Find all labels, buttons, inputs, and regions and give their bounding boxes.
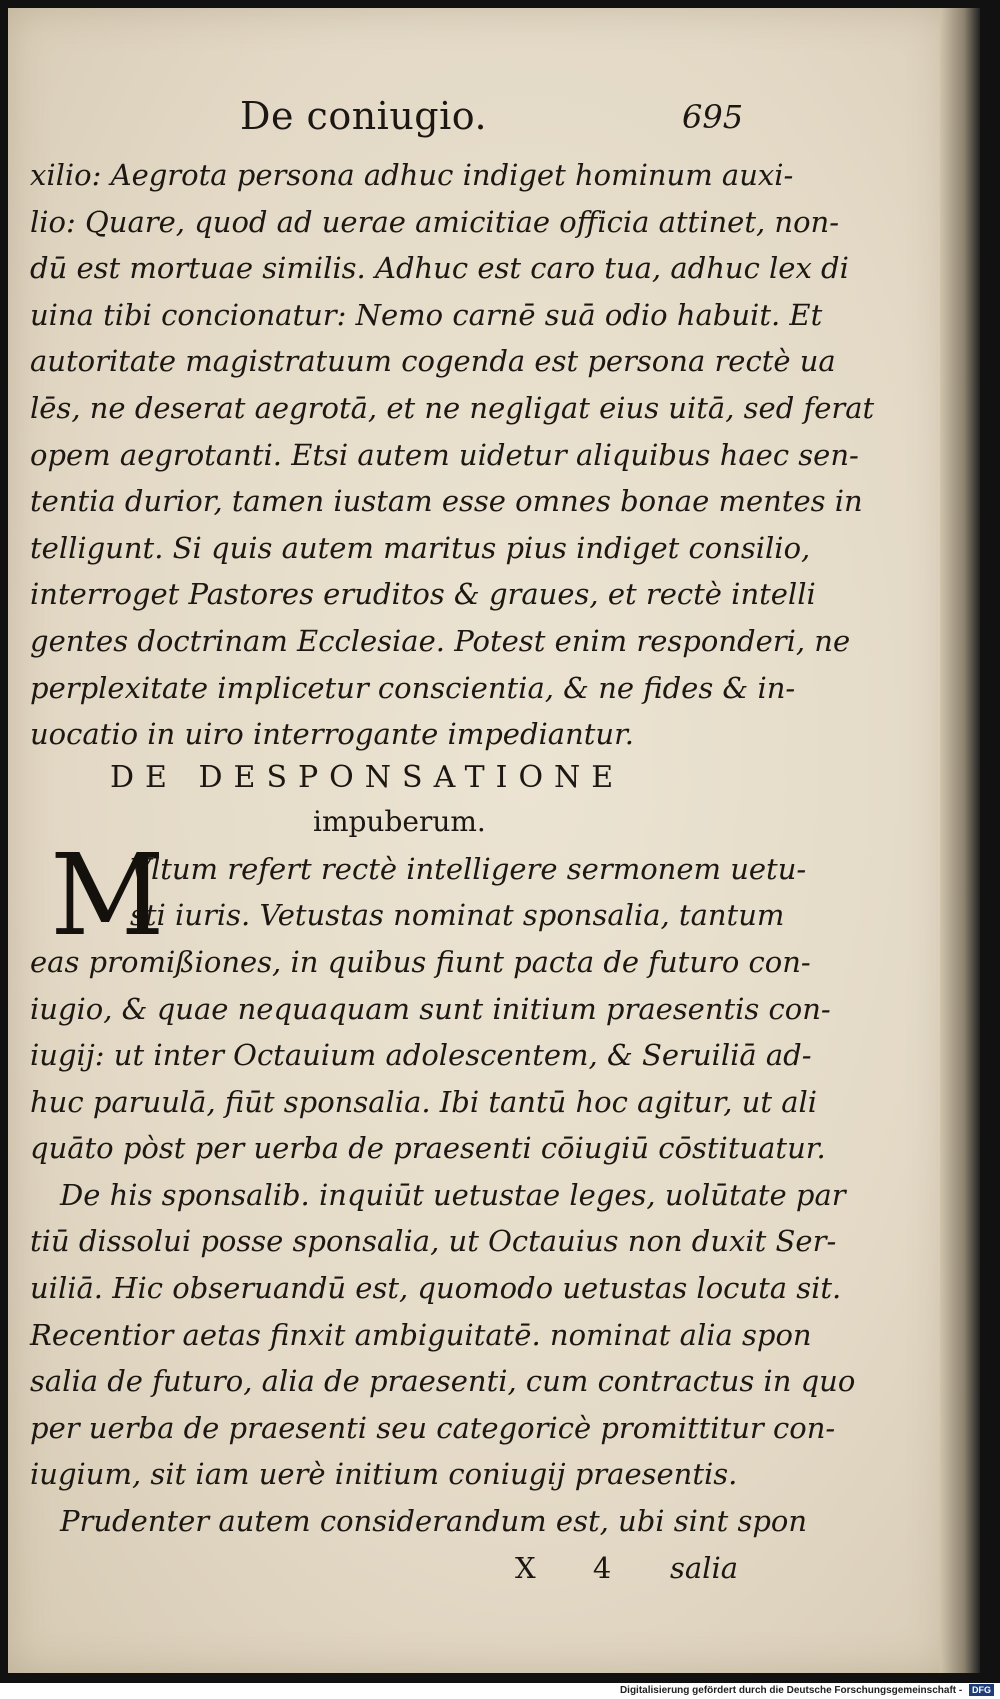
page-number: 695 [682, 98, 744, 136]
funding-credit-text: Digitalisierung gefördert durch die Deutsche Forschungsgemeinschaft - [619, 1685, 963, 1696]
page-text [30, 94, 875, 1591]
paragraph [30, 1498, 808, 1545]
paragraph-dropcap [30, 830, 831, 1172]
text-line: gentes doctrinam Ecclesiae. Potest enim responderi, ne [30, 623, 851, 658]
catchword: salia [670, 1550, 739, 1585]
text-line: uina tibi concionatur: Nemo carnē suā odio habuit. Et [30, 297, 823, 332]
text-line: interroget Pastores eruditos & graues, et rectè intelli [30, 577, 816, 612]
text-line: huc paruulā, fiūt sponsalia. Ibi tantū hoc agitur, ut ali [30, 1084, 818, 1119]
text-line: lio: Quare, quod ad uerae amicitiae officia attinet, non- [30, 204, 840, 239]
text-line: De his sponsalib. inquiūt uetustae leges, uolūtate par [60, 1177, 846, 1212]
running-head: De coniugio. [240, 94, 488, 138]
text-line: per uerba de praesenti seu categoricè promittitur con- [30, 1410, 836, 1445]
text-line: Vltum refert rectè intelligere sermonem uetu- [130, 851, 807, 886]
text-line: perplexitate implicetur conscientia, & ne fides & in- [30, 670, 796, 705]
paragraph-continuation [30, 152, 875, 758]
page-header [30, 94, 744, 152]
text-line: iugio, & quae nequaquam sunt initium praesentis con- [30, 991, 831, 1026]
text-line: telligunt. Si quis autem maritus pius indiget consilio, [30, 530, 811, 565]
text-line: uocatio in uiro interrogante impediantur. [30, 717, 634, 752]
book-page [8, 8, 948, 1673]
text-line: opem aegrotanti. Etsi autem uidetur aliquibus haec sen- [30, 437, 859, 472]
section-subheading: impuberum. [313, 804, 486, 838]
text-line: Prudenter autem considerandum est, ubi sint spon [60, 1504, 808, 1539]
text-line: tiū dissolui posse sponsalia, ut Octauius non duxit Ser- [30, 1224, 837, 1259]
text-line: salia de futuro, alia de praesenti, cum contractus in quo [30, 1364, 856, 1399]
text-line: iugium, sit iam uerè initium coniugij praesentis. [30, 1457, 738, 1492]
text-line: Recentior aetas finxit ambiguitatē. nominat alia spon [30, 1317, 812, 1352]
section-heading: DE DESPONSATIONE [110, 759, 625, 795]
funding-credit [620, 1683, 994, 1699]
footer-bar [0, 1683, 1000, 1699]
text-line: uiliā. Hic obseruandū est, quomodo uetustas locuta sit. [30, 1271, 842, 1306]
drop-capital: M [50, 830, 165, 961]
text-line: eas promißiones, in quibus fiunt pacta de futuro con- [30, 944, 811, 979]
text-line: sti iuris. Vetustas nominat sponsalia, tantum [130, 898, 785, 933]
paragraph [30, 1172, 856, 1498]
catch-line [30, 1545, 739, 1591]
text-line: dū est mortuae similis. Adhuc est caro tua, adhuc lex di [30, 251, 849, 286]
text-line: iugij: ut inter Octauium adolescentem, & Seruiliā ad- [30, 1038, 812, 1073]
text-line: autoritate magistratuum cogenda est persona rectè ua [30, 344, 836, 379]
text-line: tentia durior, tamen iustam esse omnes bonae mentes in [30, 484, 863, 519]
text-line: lēs, ne deserat aegrotā, et ne negligat eius uitā, sed ferat [30, 390, 875, 425]
page-edge-shadow [940, 8, 980, 1673]
text-line: xilio: Aegrota persona adhuc indiget hominum auxi- [30, 158, 794, 192]
signature-mark: X 4 [515, 1550, 636, 1585]
dfg-logo: DFG [969, 1684, 994, 1696]
text-line: quāto pòst per uerba de praesenti cōiugiū cōstituatur. [30, 1131, 826, 1166]
